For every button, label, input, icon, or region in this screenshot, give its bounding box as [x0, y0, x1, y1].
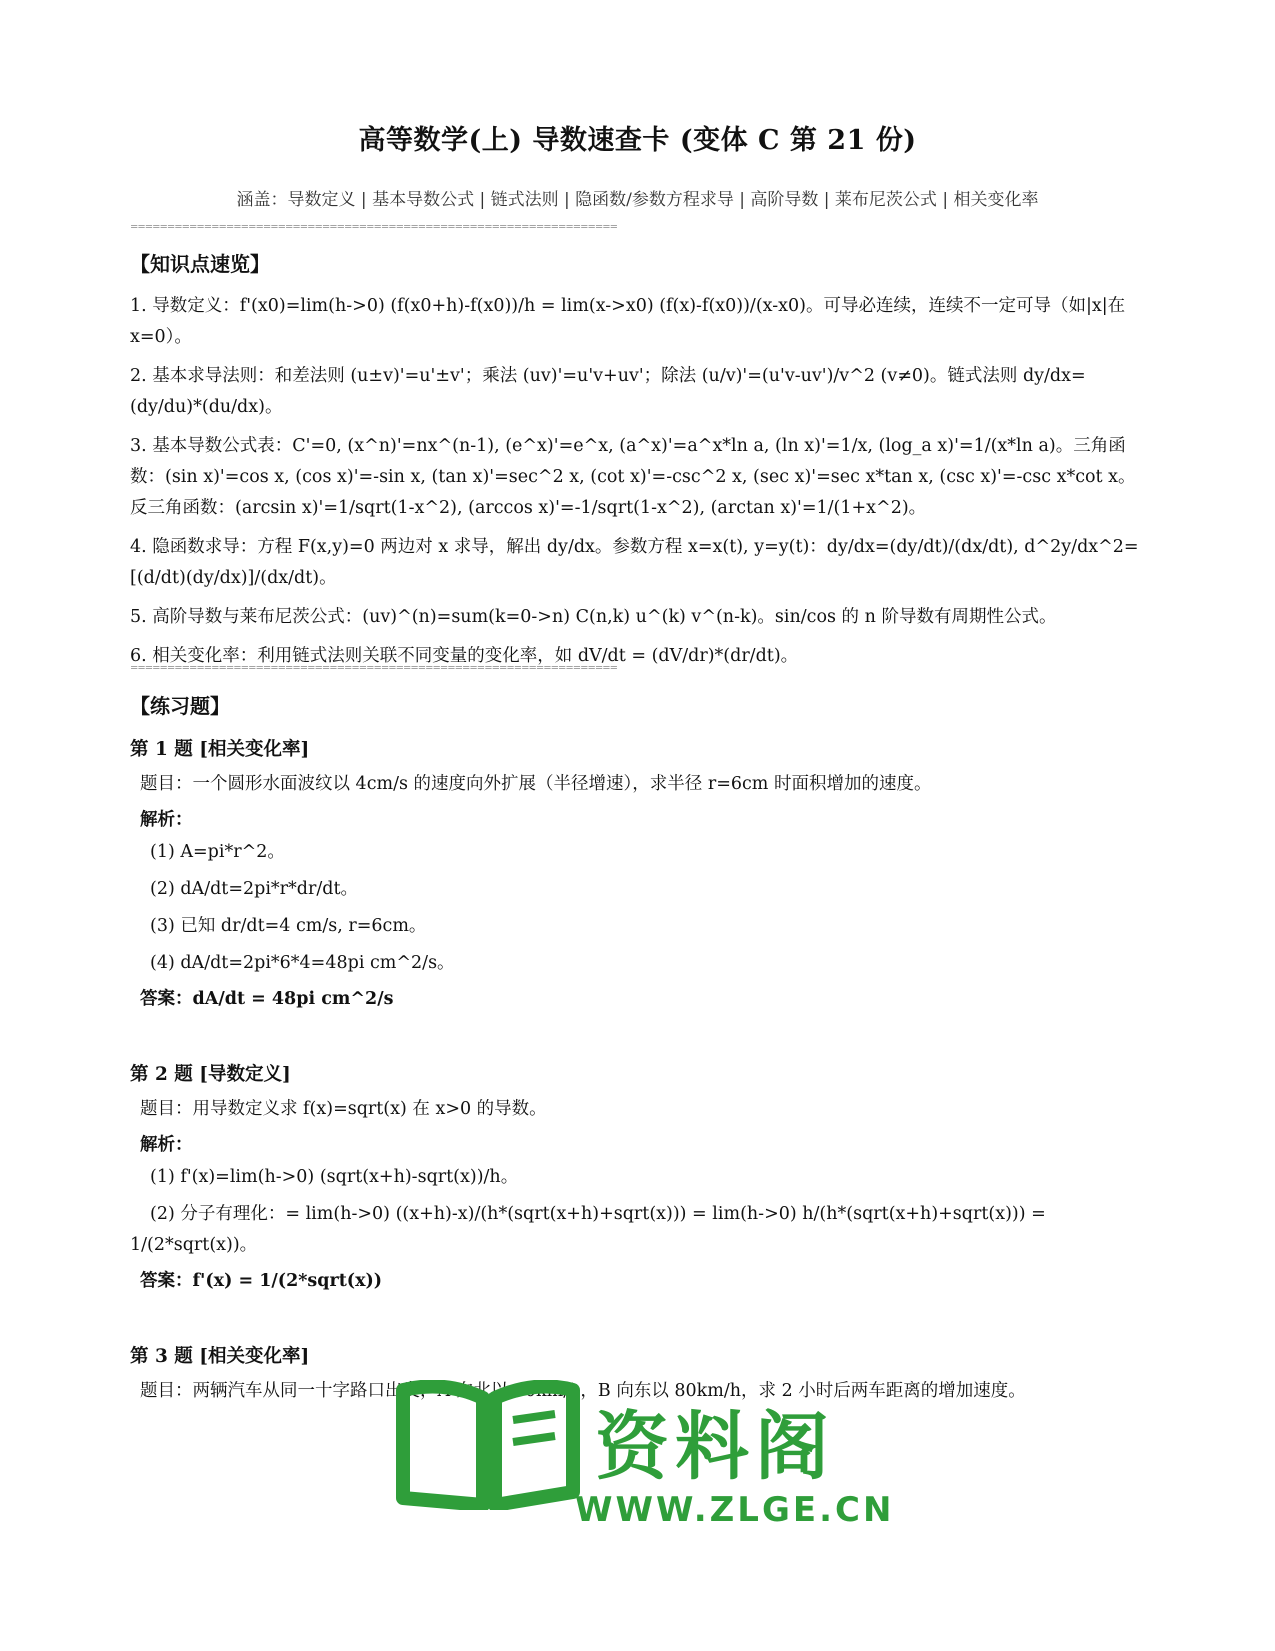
- question-3-title: 第 3 题 [相关变化率]: [130, 1346, 310, 1367]
- section-heading-knowledge: 【知识点速览】: [130, 252, 270, 276]
- question-2-title: 第 2 题 [导数定义]: [130, 1064, 291, 1085]
- open-book-icon: [395, 1380, 585, 1510]
- knowledge-item: 5. 高阶导数与莱布尼茨公式：(uv)^(n)=sum(k=0->n) C(n,k) u^(k) v^(n-k)。sin/cos 的 n 阶导数有周期性公式。: [130, 607, 1057, 627]
- question-1-text: 题目：一个圆形水面波纹以 4cm/s 的速度向外扩展（半径增速），求半径 r=6cm 时面积增加的速度。: [140, 774, 932, 794]
- question-1-step: (3) 已知 dr/dt=4 cm/s, r=6cm。: [150, 916, 427, 936]
- page-title: 高等数学(上) 导数速查卡 (变体 C 第 21 份): [358, 125, 917, 156]
- divider-middle: ==================================================================: [130, 664, 618, 674]
- section-heading-exercises: 【练习题】: [130, 694, 230, 718]
- question-1-title: 第 1 题 [相关变化率]: [130, 739, 310, 760]
- question-2-answer: 答案：f'(x) = 1/(2*sqrt(x)): [140, 1271, 383, 1291]
- knowledge-item: 2. 基本求导法则：和差法则 (u±v)'=u'±v'；乘法 (uv)'=u'v+uv'；除法 (u/v)'=(u'v-uv')/v^2 (v≠0)。链式法则 dy/dx=(dy/du)*(du/dx)。: [130, 366, 1086, 417]
- question-2-step: (2) 分子有理化：= lim(h->0) ((x+h)-x)/(h*(sqrt(x+h)+sqrt(x))) = lim(h->0) h/(h*(sqrt(x+h)+sqrt(x))) = 1/(2*sqrt(x))。: [130, 1204, 1046, 1255]
- watermark-url: WWW.ZLGE.CN: [575, 1490, 895, 1530]
- page-subtitle: 涵盖：导数定义 | 基本导数公式 | 链式法则 | 隐函数/参数方程求导 | 高阶导数 | 莱布尼茨公式 | 相关变化率: [236, 190, 1039, 210]
- question-1-answer: 答案：dA/dt = 48pi cm^2/s: [140, 989, 394, 1009]
- exercise-section: [130, 690, 1145, 1407]
- knowledge-item: 4. 隐函数求导：方程 F(x,y)=0 两边对 x 求导，解出 dy/dx。参数方程 x=x(t), y=y(t)：dy/dx=(dy/dt)/(dx/dt), d^2y/dx^2=[(d/dt)(dy/dx)]/(dx/dt)。: [130, 537, 1139, 588]
- divider-top: ==================================================================: [130, 223, 618, 233]
- watermark-text: 资料阁: [595, 1404, 835, 1490]
- question-1-analysis-label: 解析：: [140, 810, 193, 830]
- question-1-step: (2) dA/dt=2pi*r*dr/dt。: [150, 879, 358, 899]
- question-2-analysis-label: 解析：: [140, 1135, 193, 1155]
- question-1-step: (4) dA/dt=2pi*6*4=48pi cm^2/s。: [150, 953, 455, 973]
- question-2-text: 题目：用导数定义求 f(x)=sqrt(x) 在 x>0 的导数。: [140, 1099, 547, 1119]
- question-3-text: 题目：两辆汽车从同一十字路口出发，A 向北以 60km/h，B 向东以 80km/h，求 2 小时后两车距离的增加速度。: [140, 1381, 1026, 1401]
- question-2-step: (1) f'(x)=lim(h->0) (sqrt(x+h)-sqrt(x))/h。: [150, 1167, 519, 1187]
- watermark: [395, 1380, 895, 1580]
- knowledge-section: [130, 248, 1145, 680]
- knowledge-item: 1. 导数定义：f'(x0)=lim(h->0) (f(x0+h)-f(x0))/h = lim(x->x0) (f(x)-f(x0))/(x-x0)。可导必连续，连续不一定可导（如|x|在 x=0）。: [130, 296, 1126, 347]
- question-1-step: (1) A=pi*r^2。: [150, 842, 285, 862]
- knowledge-item: 3. 基本导数公式表：C'=0, (x^n)'=nx^(n-1), (e^x)'=e^x, (a^x)'=a^x*ln a, (ln x)'=1/x, (log_a x)'=1/(x*ln a)。三角函数：(sin x)'=cos x, (cos x)'=-sin x, (tan x)'=sec^2 x, (cot x)'=-csc^2 x, (sec x)'=sec x*tan x, (csc x)'=-csc x*cot x。反三角函数：(arcsin x)'=1/sqrt(1-x^2), (arccos x)'=-1/sqrt(1-x^2), (arctan x)'=1/(1+x^2)。: [130, 436, 1136, 518]
- knowledge-item: 6. 相关变化率：利用链式法则关联不同变量的变化率，如 dV/dt = (dV/dr)*(dr/dt)。: [130, 646, 799, 666]
